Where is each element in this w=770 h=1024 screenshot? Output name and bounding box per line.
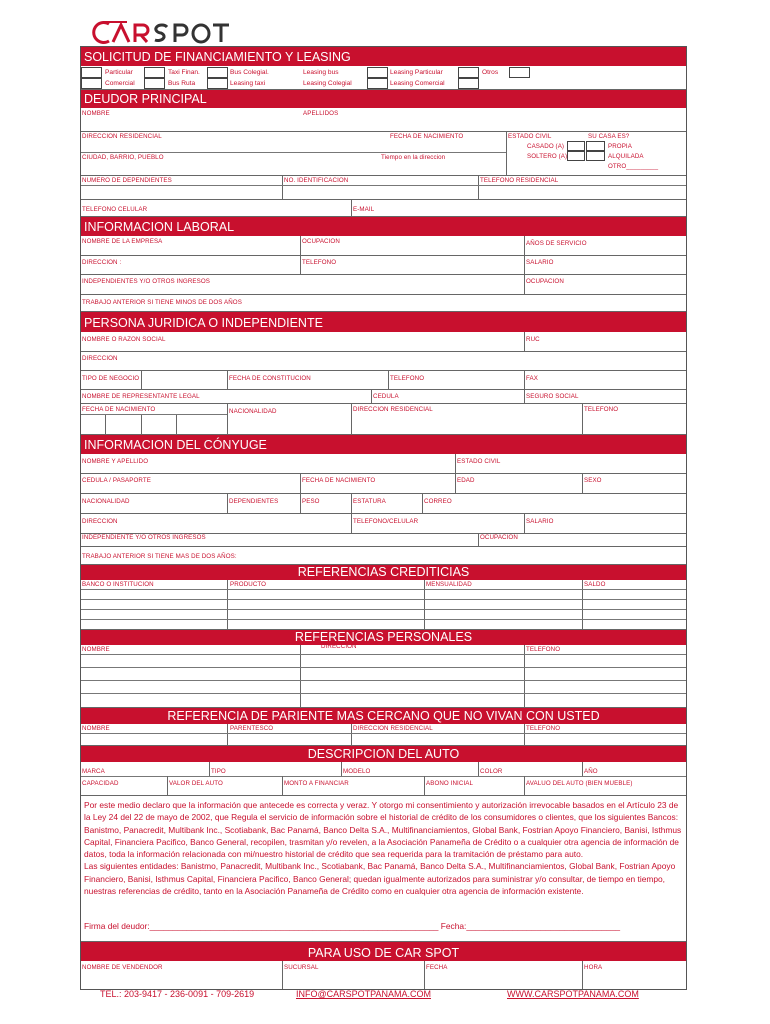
laboral-row-3[interactable]	[81, 275, 686, 295]
carspot-logo	[83, 20, 253, 48]
pariente-header	[81, 708, 686, 724]
crediticias-header	[81, 565, 686, 580]
field-label: DEPENDIENTES	[229, 498, 279, 505]
conyuge-row-3[interactable]	[81, 494, 686, 514]
field-label: TELEFONO	[302, 259, 337, 266]
column-header: MENSUALIDAD	[426, 581, 472, 588]
field-label: AÑO	[584, 768, 598, 775]
checkbox-leasing-colegial[interactable]	[367, 78, 388, 89]
field-label: INDEPENDIENTE Y/O OTROS INGRESOS	[82, 534, 206, 541]
deudor-row-ids[interactable]	[81, 176, 686, 200]
section-title: REFERENCIAS CREDITICIAS	[297, 565, 470, 579]
field-label: FECHA DE NACIMIENTO	[82, 406, 156, 413]
footer-web-link[interactable]: WWW.CARSPOTPANAMA.COM	[507, 989, 639, 999]
field-label: MARCA	[82, 768, 105, 775]
field-label: CAPACIDAD	[82, 780, 119, 787]
field-label: ALQUILADA	[608, 153, 644, 160]
field-label: NACIONALIDAD	[229, 408, 277, 415]
field-label: CORREO	[424, 498, 452, 505]
field-label: FECHA	[426, 964, 448, 971]
crediticias-table[interactable]	[81, 580, 686, 630]
type-label: Leasing taxi	[230, 80, 266, 87]
field-label: AÑOS DE SERVICIO	[526, 240, 587, 247]
section-title: PERSONA JURIDICA O INDEPENDIENTE	[84, 316, 323, 330]
checkbox-otros[interactable]	[509, 67, 530, 78]
section-title: PARA USO DE CAR SPOT	[307, 946, 460, 960]
field-label: ABONO INICIAL	[426, 780, 474, 787]
field-label: TELEFONO RESIDENCIAL	[480, 177, 559, 184]
field-label: COLOR	[480, 768, 503, 775]
field-label: FECHA DE CONSTITUCION	[229, 375, 311, 382]
field-label: NACIONALIDAD	[82, 498, 130, 505]
laboral-row-4[interactable]	[81, 295, 686, 312]
auto-header	[81, 746, 686, 762]
field-label: E-MAIL	[353, 206, 375, 213]
field-label: OTRO_________	[608, 163, 659, 170]
pariente-table[interactable]	[81, 724, 686, 746]
field-label: ESTADO CIVIL	[508, 133, 552, 140]
field-label: FECHA DE NACIMIENTO	[390, 133, 464, 140]
application-form	[80, 46, 687, 990]
field-label: DIRECCION RESIDENCIAL	[353, 406, 433, 413]
field-label: TELEFONO	[390, 375, 425, 382]
conyuge-row-6[interactable]	[81, 547, 686, 565]
personales-table[interactable]	[81, 645, 686, 708]
deudor-row-name[interactable]	[81, 108, 686, 132]
checkbox-bus-colegial[interactable]	[207, 67, 228, 78]
checkbox-casado[interactable]	[567, 141, 585, 151]
checkbox-leasing-particular[interactable]	[458, 67, 479, 78]
section-title: REFERENCIAS PERSONALES	[294, 630, 473, 644]
type-label: Otros	[482, 69, 499, 76]
checkbox-soltero[interactable]	[567, 151, 585, 161]
field-label: SEXO	[584, 477, 602, 484]
field-label: SU CASA ES?	[588, 133, 630, 140]
financing-types	[81, 66, 686, 90]
field-label: TIPO	[211, 768, 226, 775]
field-label: OCUPACION	[302, 238, 340, 245]
checkbox-leasing-comercial[interactable]	[458, 78, 479, 89]
field-label: NOMBRE O RAZON SOCIAL	[82, 336, 166, 343]
column-header: SALDO	[584, 581, 606, 588]
deudor-header	[81, 90, 686, 108]
field-label: AVALUO DEL AUTO (BIEN MUEBLE)	[526, 780, 633, 787]
field-label: MONTO A FINANCIAR	[284, 780, 349, 787]
column-header: BANCO O INSTITUCION	[82, 581, 154, 588]
juridica-row-5[interactable]	[81, 404, 686, 435]
laboral-row-2[interactable]	[81, 256, 686, 275]
conyuge-row-1[interactable]	[81, 454, 686, 474]
laboral-row-1[interactable]	[81, 236, 686, 256]
field-label: TIPO DE NEGOCIO	[82, 375, 140, 382]
field-label: Tiempo en la direccion	[381, 154, 446, 161]
field-label: TELEFONO	[584, 406, 619, 413]
field-label: DIRECCION RESIDENCIAL	[82, 133, 162, 140]
field-label: RUC	[526, 336, 540, 343]
field-label: CEDULA / PASAPORTE	[82, 477, 151, 484]
field-label: NO. IDENTIFICACION	[284, 177, 349, 184]
field-label: ESTADO CIVIL	[457, 458, 501, 465]
footer-email-link[interactable]: INFO@CARSPOTPANAMA.COM	[296, 989, 431, 999]
field-label: SUCURSAL	[284, 964, 319, 971]
carspot-logo-svg	[83, 20, 253, 48]
field-label: MODELO	[343, 768, 371, 775]
deudor-row-address[interactable]	[81, 132, 686, 176]
juridica-header	[81, 312, 686, 332]
juridica-row-2[interactable]	[81, 352, 686, 371]
type-label: Leasing Comercial	[390, 80, 445, 87]
type-label: Taxi Finan.	[168, 69, 200, 76]
checkbox-leasing-bus[interactable]	[367, 67, 388, 78]
field-label: NOMBRE Y APELLIDO	[82, 458, 149, 465]
field-label: SOLTERO (A)	[527, 153, 568, 160]
field-label: SALARIO	[526, 518, 554, 525]
field-label: NOMBRE	[82, 110, 110, 117]
field-label: TRABAJO ANTERIOR SI TIENE MINOS DE DOS AÑOS	[82, 299, 242, 306]
field-label: EDAD	[457, 477, 475, 484]
field-label: FAX	[526, 375, 538, 382]
section-title: INFORMACION DEL CÓNYUGE	[84, 438, 267, 452]
form-title-bar	[81, 47, 686, 66]
uso-row[interactable]	[81, 961, 686, 989]
field-label: CASADO (A)	[527, 143, 565, 150]
type-label: Bus Colegial.	[230, 69, 269, 76]
field-label: VALOR DEL AUTO	[169, 780, 223, 787]
checkbox-propia[interactable]	[586, 141, 605, 151]
juridica-row-3[interactable]	[81, 371, 686, 390]
section-title: REFERENCIA DE PARIENTE MAS CERCANO QUE NO VIVAN CON USTED	[167, 709, 600, 723]
checkbox-taxi-finan[interactable]	[144, 67, 165, 78]
column-header: PARENTESCO	[230, 725, 274, 732]
checkbox-bus-ruta[interactable]	[144, 78, 165, 89]
juridica-row-1[interactable]	[81, 332, 686, 352]
conyuge-row-4[interactable]	[81, 514, 686, 534]
laboral-header	[81, 217, 686, 236]
type-label: Particular	[105, 69, 133, 76]
declaration-text	[84, 799, 684, 897]
section-title: INFORMACION LABORAL	[84, 220, 235, 234]
field-label: PROPIA	[608, 143, 632, 150]
checkbox-alquilada[interactable]	[586, 151, 605, 161]
deudor-row-contact[interactable]	[81, 200, 686, 217]
field-label: APELLIDOS	[303, 110, 339, 117]
field-label: NUMERO DE DEPENDIENTES	[82, 177, 172, 184]
field-label: NOMBRE DE REPRESENTANTE LEGAL	[82, 393, 200, 400]
column-header: DIRECCION	[321, 645, 357, 650]
checkbox-particular[interactable]	[81, 67, 102, 78]
type-label: Leasing Particular	[390, 69, 443, 76]
field-label: CEDULA	[373, 393, 399, 400]
uso-header	[81, 942, 686, 961]
section-title: DEUDOR PRINCIPAL	[84, 92, 207, 106]
signature-line[interactable]: Firma del deudor:______________________________________________________________ Fecha:_________________________________	[84, 921, 621, 931]
section-title: DESCRIPCION DEL AUTO	[307, 747, 460, 761]
type-label: Leasing Colegial	[303, 80, 352, 87]
column-header: TELEFONO	[526, 725, 561, 732]
field-label: OCUPACION	[526, 278, 564, 285]
field-label: SALARIO	[526, 259, 554, 266]
field-label: ESTATURA	[353, 498, 386, 505]
personales-header	[81, 630, 686, 645]
field-label: FECHA DE NACIMIENTO	[302, 477, 376, 484]
form-title: SOLICITUD DE FINANCIAMIENTO Y LEASING	[84, 50, 351, 64]
field-label: NOMBRE DE LA EMPRESA	[82, 238, 163, 245]
field-label: OCUPACION	[480, 534, 518, 541]
field-label: CIUDAD, BARRIO, PUEBLO	[82, 154, 164, 161]
conyuge-row-5[interactable]	[81, 534, 686, 547]
checkbox-comercial[interactable]	[81, 78, 102, 89]
footer-phone: TEL.: 203-9417 - 236-0091 - 709-2619	[100, 989, 255, 999]
type-label: Leasing bus	[303, 69, 339, 76]
column-header: TELEFONO	[526, 646, 561, 653]
type-label: Bus Ruta	[168, 80, 196, 87]
field-label: TELEFONO CELULAR	[82, 206, 148, 213]
field-label: DIRECCION :	[82, 259, 122, 266]
declaration-paragraph-2: Las siguientes entidades: Banistmo, Panacredit, Multibank Inc., Scotiabank, Bac Panamá, Banco Delta S.A., Multifinanciamientos, Global Bank, Fostrian Apoyo Financiero, Banisi, Isthmus Capital, Financiera Pacifico, Banco General; quedan igualmente autorizados para suministrar y/o consultar, de tiempo en tiempo, nuestras referencias de crédito, tanto en la Asociación Panameña de Crédito como en cualquier otra agencia de información existente.	[84, 861, 676, 897]
field-label: TRABAJO ANTERIOR SI TIENE MAS DE DOS AÑOS:	[82, 553, 237, 560]
field-label: SEGURO SOCIAL	[526, 393, 579, 400]
conyuge-header	[81, 435, 686, 454]
field-label: DIRECCION	[82, 518, 118, 525]
column-header: DIRECCION RESIDENCIAL	[353, 725, 433, 732]
field-label: PESO	[302, 498, 320, 505]
column-header: NOMBRE	[82, 725, 110, 732]
field-label: INDEPENDIENTES Y/O OTROS INGRESOS	[82, 278, 210, 285]
type-label: Comercial	[105, 80, 135, 87]
field-label: DIRECCION	[82, 355, 118, 362]
checkbox-leasing-taxi[interactable]	[207, 78, 228, 89]
column-header: PRODUCTO	[230, 581, 267, 588]
juridica-row-4[interactable]	[81, 390, 686, 404]
auto-table[interactable]	[81, 762, 686, 796]
declaration-block	[81, 796, 686, 942]
field-label: HORA	[584, 964, 603, 971]
field-label: NOMBRE DE VENDENDOR	[82, 964, 163, 971]
column-header: NOMBRE	[82, 646, 110, 653]
conyuge-row-2[interactable]	[81, 474, 686, 494]
declaration-paragraph-1: Por este medio declaro que la información que antecede es correcta y veraz. Y otorgo mi consentimiento y autorización irrevocable basados en el Artículo 23 de la Ley 24 del 22 de mayo de 2002, que Regula el servicio de información sobre el historial de crédito de los consumidores o clientes, que los siguientes Bancos: Banistmo, Panacredit, Multibank Inc., Scotiabank, Bac Panamá, Banco Delta S.A., Multifinanciamientos, Global Bank, Fostrian Apoyo Financiero, Banisi, Isthmus Capital, Financiera Pacifico, Banco General, recopilen, trasmitan y/o revelen, a la Asociación Panameña de Crédito o a cualquier otra agencia de información de datos, toda la información relacionada con mi/nuestro historial de crédito que sea requerida para la tramitación de préstamo para auto.	[84, 800, 682, 860]
field-label: TELEFONO/CELULAR	[353, 518, 419, 525]
